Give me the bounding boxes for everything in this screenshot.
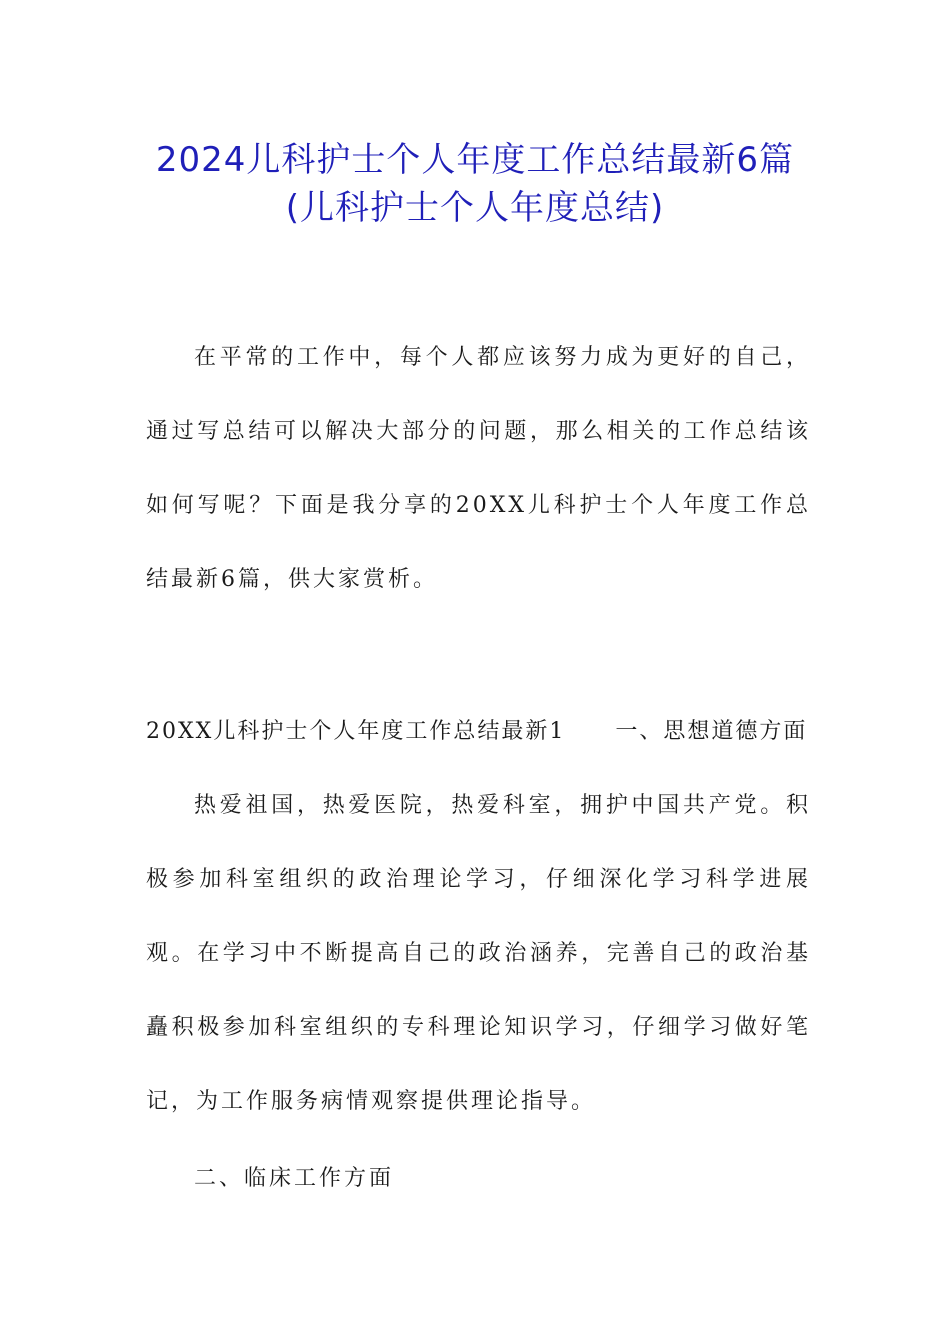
section-1-title: 20XX儿科护士个人年度工作总结最新1 [146,719,566,744]
document-title-line-1: 2024儿科护士个人年度工作总结最新6篇 [155,140,795,180]
section-1-subheading-1: 一、思想道德方面 [615,719,808,744]
section-1-body-paragraph: 热爱祖国，热爱医院，热爱科室，拥护中国共产党。积极参加科室组织的政治理论学习，仔细深化学习科学进展观。在学习中不断提高自己的政治涵养，完善自己的政治基矗积极参加科室组织的专科理论知识学习，仔细学习做好笔记，为工作服务病情观察提供理论指导。 [146,793,811,1114]
document-title-line-2: (儿科护士个人年度总结) [285,188,665,228]
section-1-heading [146,695,811,769]
intro-paragraph: 在平常的工作中，每个人都应该努力成为更好的自己，通过写总结可以解决大部分的问题，那么相关的工作总结该如何写呢？下面是我分享的20XX儿科护士个人年度工作总结最新6篇，供大家赏析。 [146,345,811,592]
section-1-subheading-2: 二、临床工作方面 [194,1166,395,1191]
